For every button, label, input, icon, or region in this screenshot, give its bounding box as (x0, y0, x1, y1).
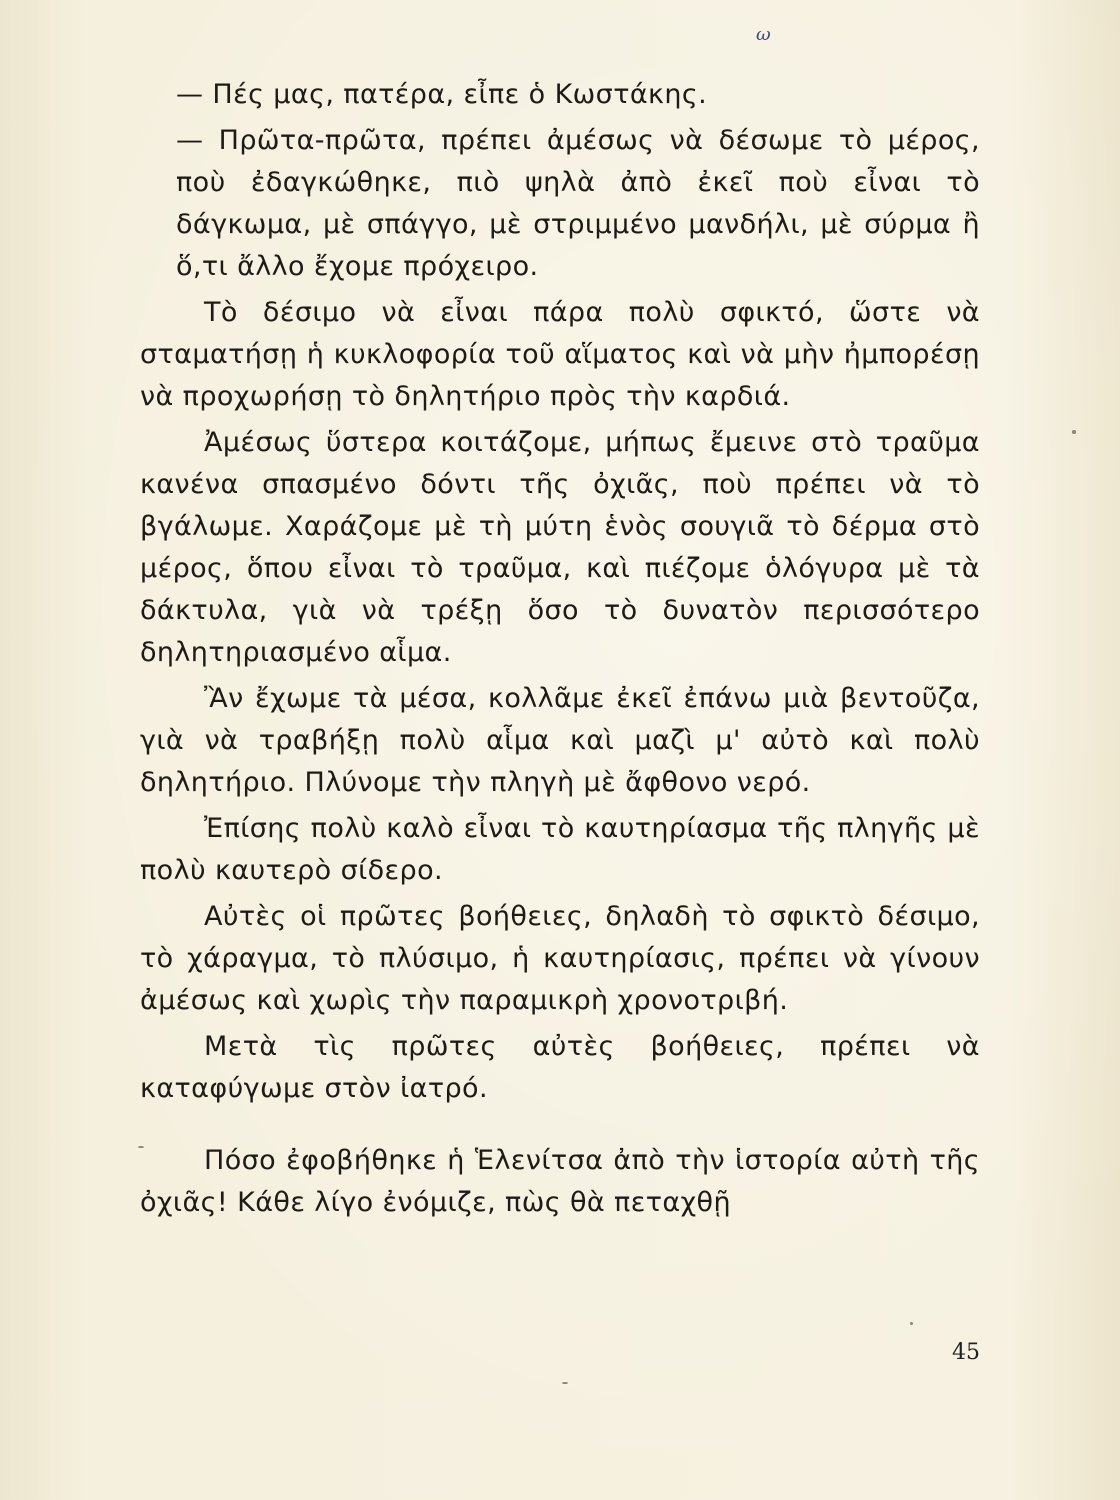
paragraph-tying: Τὸ δέσιμο νὰ εἶναι πάρα πολὺ σφικτό, ὥστε νὰ σταματήσῃ ἡ κυκλοφορία τοῦ αἵματος καὶ νὰ μὴν ἠμπορέσῃ νὰ προχωρήσῃ τὸ δηλητήριο πρὸς τὴν καρδιά. (140, 297, 980, 412)
paper-speck (562, 1382, 568, 1384)
page-number: 45 (952, 1340, 980, 1365)
paper-speck (1072, 430, 1076, 434)
paragraph-dialogue-2: — Πρῶτα-πρῶτα, πρέπει ἀμέσως νὰ δέσωμε τὸ μέρος, ποὺ ἐδαγκώθηκε, πιὸ ψηλὰ ἀπὸ ἐκεῖ ποὺ εἶναι τὸ δάγκωμα, μὲ σπάγγο, μὲ στριμμένο μανδήλι, μὲ σύρμα ἢ ὅ,τι ἄλλο ἔχομε πρόχειρο. (176, 125, 980, 282)
paper-speck (910, 1322, 913, 1325)
corner-pen-mark: ω (756, 24, 771, 45)
paragraph-first-aid: Αὐτὲς οἱ πρῶτες βοήθειες, δηλαδὴ τὸ σφικτὸ δέσιμο, τὸ χάραγμα, τὸ πλύσιμο, ἡ καυτηρίασις, πρέπει νὰ γίνουν ἀμέσως καὶ χωρὶς τὴν παραμικρὴ χρονοτριβή. (140, 901, 980, 1016)
paragraph-cauterize: Ἐπίσης πολὺ καλὸ εἶναι τὸ καυτηρίασμα τῆς πληγῆς μὲ πολὺ καυτερὸ σίδερο. (140, 813, 980, 886)
paragraph-elenitsa: Πόσο ἐφοβήθηκε ἡ Ἑλενίτσα ἀπὸ τὴν ἱστορία αὐτὴ τῆς ὀχιᾶς! Κάθε λίγο ἐνόμιζε, πὼς θὰ πεταχθῇ (140, 1145, 980, 1218)
paper-speck (138, 1146, 144, 1148)
paragraph-suction: Ἂν ἔχωμε τὰ μέσα, κολλᾶμε ἐκεῖ ἐπάνω μιὰ βεντοῦζα, γιὰ νὰ τραβήξῃ πολὺ αἷμα καὶ μαζὶ μ' αὐτὸ καὶ πολὺ δηλητήριο. Πλύνομε τὴν πληγὴ μὲ ἄφθονο νερό. (140, 683, 980, 798)
paragraph-doctor: Μετὰ τὶς πρῶτες αὐτὲς βοήθειες, πρέπει νὰ καταφύγωμε στὸν ἰατρό. (140, 1031, 980, 1104)
paragraph-dialogue-1: — Πές μας, πατέρα, εἶπε ὁ Κωστάκης. (176, 79, 708, 110)
paragraph-cutting: Ἀμέσως ὕστερα κοιτάζομε, μήπως ἔμεινε στὸ τραῦμα κανένα σπασμένο δόντι τῆς ὀχιᾶς, ποὺ πρέπει νὰ τὸ βγάλωμε. Χαράζομε μὲ τὴ μύτη ἑνὸς σουγιᾶ τὸ δέρμα στὸ μέρος, ὅπου εἶναι τὸ τραῦμα, καὶ πιέζομε ὁλόγυρα μὲ τὰ δάκτυλα, γιὰ νὰ τρέξῃ ὅσο τὸ δυνατὸν περισσότερο δηλητηριασμένο αἷμα. (140, 427, 980, 668)
page-body (140, 74, 980, 1224)
